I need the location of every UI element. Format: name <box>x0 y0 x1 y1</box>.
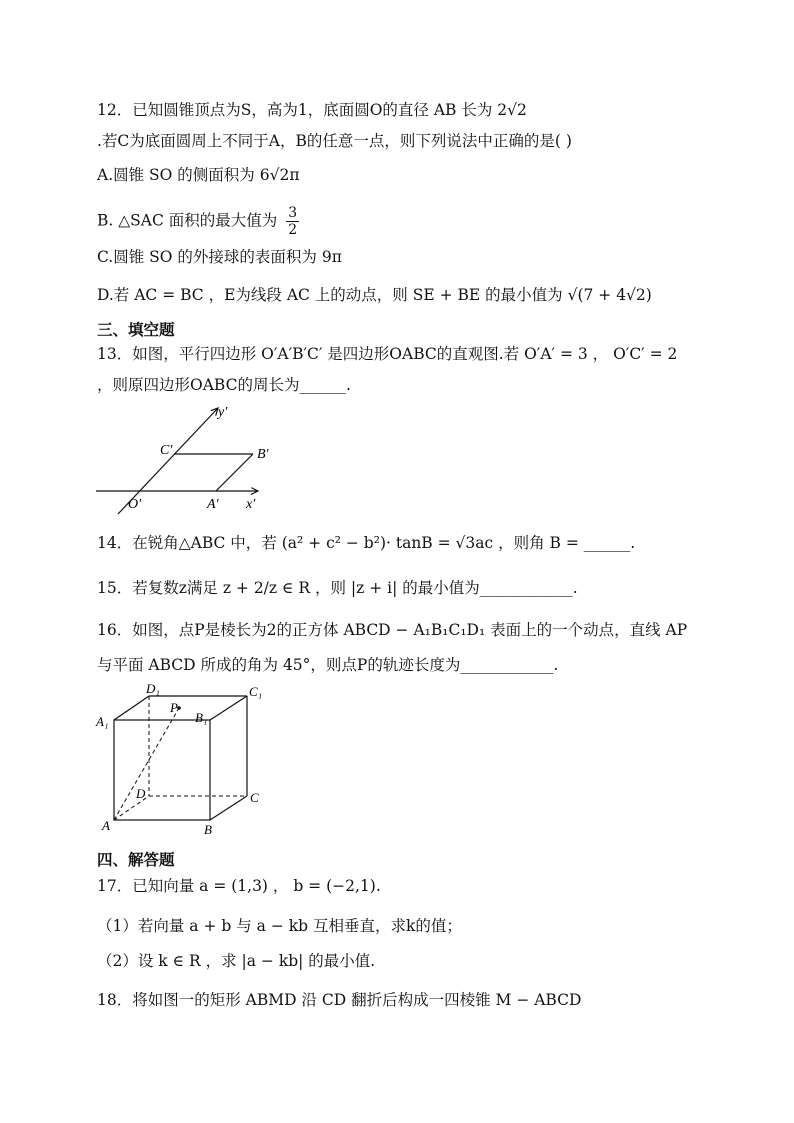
q16-line1: 16．如图，点P是棱长为2的正方体 ABCD − A₁B₁C₁D₁ 表面上的一个动点，直线 AP <box>97 621 688 639</box>
q18-line1: 18．将如图一的矩形 ABMD 沿 CD 翻折后构成一四棱锥 M − ABCD <box>97 991 582 1009</box>
q17-part2: （2）设 k ∈ R ，求 |a − kb| 的最小值. <box>97 952 376 970</box>
label-d: D <box>136 786 146 801</box>
label-p: P <box>170 700 178 715</box>
q15-line: 15．若复数z满足 z + 2/z ∈ R ，则 |z + i| 的最小值为____________. <box>97 579 578 597</box>
q12-option-b <box>97 205 299 238</box>
label-b-prime: B′ <box>257 447 269 462</box>
q13-line2: ，则原四边形OABC的周长为______. <box>97 376 351 394</box>
section-heading-solution: 四、解答题 <box>97 851 175 869</box>
label-o-prime: O′ <box>128 497 142 512</box>
label-c: C <box>250 790 259 805</box>
q12-option-b-text: B. △SAC 面积的最大值为 <box>97 211 278 230</box>
fraction-numerator: 3 <box>288 205 298 221</box>
label-d1: D₁ <box>146 682 160 696</box>
label-y-prime: y′ <box>218 405 228 420</box>
edge-b1-c1 <box>210 696 247 720</box>
q12-option-d: D.若 AC = BC ，E为线段 AC 上的动点，则 SE + BE 的最小值为 √(7 + 4√2) <box>97 286 652 304</box>
label-c-prime: C′ <box>160 443 173 458</box>
q12-option-a: A.圆锥 SO 的侧面积为 6√2π <box>97 166 300 184</box>
q16-cube-figure <box>92 682 272 840</box>
fraction <box>286 205 299 238</box>
fraction-denominator: 2 <box>288 222 298 238</box>
edge-a1-d1 <box>114 696 149 720</box>
q12-option-c: C.圆锥 SO 的外接球的表面积为 9π <box>97 248 342 266</box>
q12-line2: .若C为底面圆周上不同于A，B的任意一点，则下列说法中正确的是( ) <box>97 132 572 150</box>
label-b1: B₁ <box>195 710 208 725</box>
q17-line1: 17．已知向量 a = (1,3) ， b = (−2,1). <box>97 877 381 895</box>
label-c1: C₁ <box>249 684 263 699</box>
q17-part1: （1）若向量 a + b 与 a − kb 互相垂直，求k的值； <box>97 917 462 935</box>
q13-line1: 13．如图，平行四边形 O′A′B′C′ 是四边形OABC的直观图.若 O′A′ = 3 ， O′C′ = 2 <box>97 345 678 363</box>
segment-a-p-hidden <box>114 708 179 820</box>
label-a: A <box>102 818 110 833</box>
label-a1: A₁ <box>96 714 109 729</box>
cube-front-face <box>114 720 210 820</box>
label-a-prime: A′ <box>207 497 219 512</box>
label-b: B <box>204 822 212 837</box>
q16-line2: 与平面 ABCD 所成的角为 45°，则点P的轨迹长度为____________. <box>97 656 559 674</box>
section-heading-fill-in: 三、填空题 <box>97 321 175 339</box>
q13-parallelogram-figure <box>90 400 280 515</box>
edge-b-c <box>210 796 247 820</box>
q12-line1: 12．已知圆锥顶点为S，高为1，底面圆O的直径 AB 长为 2√2 <box>97 101 527 119</box>
label-x-prime: x′ <box>246 497 256 512</box>
q14-line: 14．在锐角△ABC 中，若 (a² + c² − b²)· tanB = √3ac ，则角 B = ______. <box>97 534 636 552</box>
edge-b-a <box>216 454 253 491</box>
